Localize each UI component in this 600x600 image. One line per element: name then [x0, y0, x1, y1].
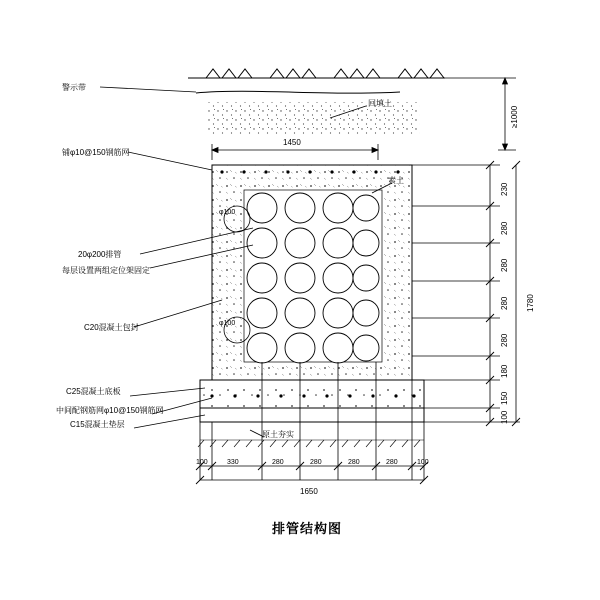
dimension-chain-right-5: 180	[500, 364, 509, 378]
label-earth-top: 素土	[388, 176, 404, 185]
dimension-chain-right-7: 100	[500, 410, 509, 424]
warning-tape-line	[196, 91, 400, 93]
label-layer-fix: 每层设置两组定位架固定	[62, 266, 150, 275]
base-slab	[200, 380, 424, 408]
note-min-1000-depth: ≥1000	[510, 105, 519, 128]
drawing-title: 排管结构图	[272, 521, 343, 536]
dimension-chain-bottom-5: 280	[386, 459, 398, 466]
dimension-chain-right-2: 280	[500, 258, 509, 272]
dimension-chain-bottom-3: 280	[310, 459, 322, 466]
dimension-right-total-1780: 1780	[526, 294, 535, 312]
label-pipe-dia-bottom: φ100	[219, 320, 236, 327]
dimension-chain-bottom-6: 100	[417, 459, 429, 466]
label-pipe-dia-top: φ100	[219, 209, 236, 216]
native-soil-hatch	[198, 440, 424, 447]
label-backfill: 回填土	[368, 99, 392, 108]
dimension-chain-bottom-2: 280	[272, 459, 284, 466]
dimension-chain-bottom-1: 330	[227, 459, 239, 466]
dimension-chain-bottom-4: 280	[348, 459, 360, 466]
dimension-bottom-1650: 1650	[300, 487, 318, 496]
label-c15-cushion: C15混凝土垫层	[70, 420, 125, 429]
dimension-chain-right-1: 280	[500, 221, 509, 235]
label-warning-tape: 警示带	[62, 83, 86, 92]
label-c20-encase: C20混凝土包封	[84, 323, 139, 332]
label-native-soil: 原土夯实	[262, 430, 294, 439]
label-steel-mesh: 铺φ10@150钢筋网	[62, 148, 130, 157]
label-c25-base-slab: C25混凝土底板	[66, 387, 121, 396]
dimension-chain-right-6: 150	[500, 391, 509, 405]
label-pipes-20: 20φ200排管	[78, 250, 122, 259]
dimension-chain-right-3: 280	[500, 296, 509, 310]
ground-line	[188, 69, 445, 78]
dimension-top-1450: 1450	[283, 138, 301, 147]
dimension-chain-bottom-0: 100	[196, 459, 208, 466]
dimension-chain-right-0: 230	[500, 182, 509, 196]
dimension-chain-right-4: 280	[500, 333, 509, 347]
label-mid-rebar: 中间配钢筋网φ10@150钢筋网	[56, 406, 164, 415]
cushion-layer	[200, 408, 424, 422]
